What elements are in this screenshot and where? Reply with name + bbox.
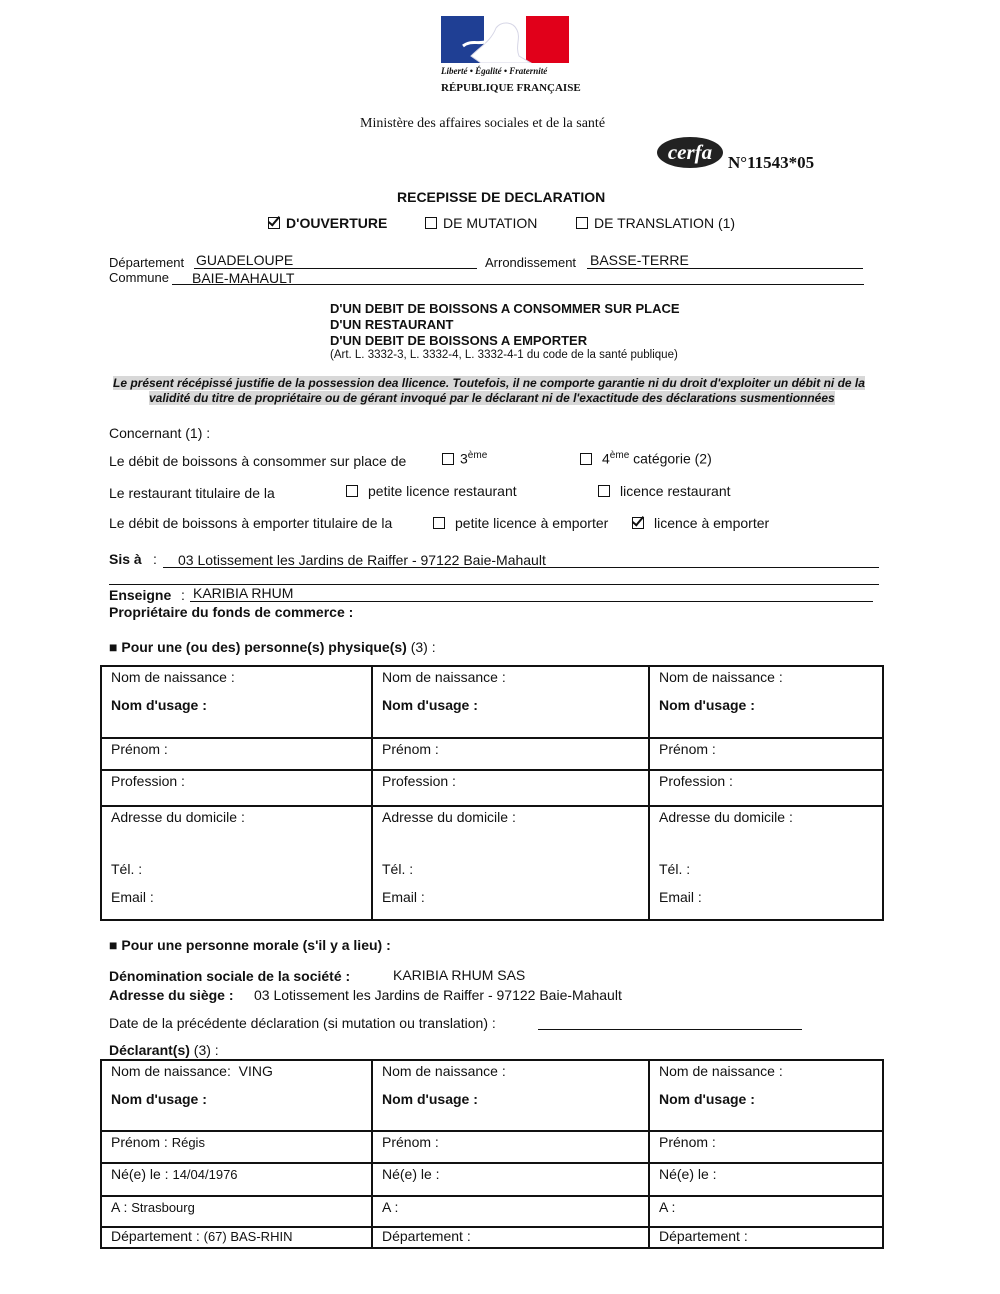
- commune-label: Commune: [109, 270, 169, 285]
- table-row: [102, 1130, 882, 1162]
- table-cell: [102, 1132, 373, 1162]
- checkbox-checked-icon[interactable]: [632, 517, 644, 529]
- notice-line: validité du titre de propriétaire ou de gérant invoqué par le déclarant ni de l'exactitude des déclarations susmentionnées: [149, 391, 835, 405]
- colon: :: [153, 551, 157, 567]
- table-cell: Département :: [373, 1228, 650, 1247]
- debit-emporter-label: Le débit de boissons à emporter titulaire de la: [109, 515, 393, 531]
- text: Nom de naissance :: [382, 669, 506, 685]
- ministry-label: Ministère des affaires sociales et de la santé: [360, 116, 606, 131]
- text: catégorie (2): [633, 450, 712, 467]
- declarants-table: [100, 1059, 884, 1249]
- declarants-heading: [109, 1042, 219, 1058]
- text: Nom de naissance:: [111, 1063, 231, 1079]
- motto: Liberté • Égalité • Fraternité: [441, 66, 548, 76]
- text: Nom d'usage :: [659, 697, 755, 713]
- checkbox-icon[interactable]: [346, 485, 358, 497]
- fill-line: [194, 268, 477, 269]
- checkbox-checked-icon[interactable]: [268, 217, 280, 229]
- text: licence restaurant: [620, 483, 731, 499]
- table-cell: Prénom :: [373, 739, 650, 769]
- text: [111, 1063, 371, 1079]
- text: ème: [467, 450, 488, 461]
- subtitle-line: D'UN DEBIT DE BOISSONS A EMPORTER: [330, 333, 588, 348]
- physique-table: [100, 665, 884, 921]
- cerfa-number: N°11543*05: [728, 153, 815, 172]
- checkbox-icon[interactable]: [576, 217, 588, 229]
- subtitle-line: D'UN RESTAURANT: [330, 317, 454, 332]
- marianne-flag-icon: [441, 16, 569, 63]
- sis-label: Sis à: [109, 551, 142, 567]
- page-title: RECEPISSE DE DECLARATION: [397, 189, 606, 205]
- text: Nom de naissance :: [111, 669, 235, 685]
- type-translation[interactable]: [576, 215, 735, 231]
- text: DE TRANSLATION (1): [594, 215, 736, 231]
- option-licence-restaurant[interactable]: [598, 483, 731, 499]
- siege-label: Adresse du siège :: [109, 987, 234, 1003]
- table-cell: [102, 1197, 373, 1226]
- text: A :: [111, 1199, 128, 1215]
- table-row: [102, 1195, 882, 1226]
- table-cell: [102, 667, 373, 737]
- republic-label: RÉPUBLIQUE FRANÇAISE: [441, 82, 581, 94]
- text: Email :: [659, 889, 702, 905]
- text: Adresse du domicile :: [659, 809, 793, 825]
- text: Nom d'usage :: [659, 1091, 755, 1107]
- proprietaire-label: [109, 604, 353, 620]
- text: Pour une (ou des) personne(s) physique(s): [121, 639, 407, 655]
- text: Tél. :: [111, 861, 143, 877]
- text: Propriétaire du fonds de commerce :: [109, 604, 354, 620]
- departement-value: GUADELOUPE: [196, 252, 294, 268]
- text: Nom d'usage :: [382, 697, 478, 713]
- debit-place-label: Le débit de boissons à consommer sur place de: [109, 453, 407, 469]
- table-cell: [373, 1061, 650, 1130]
- text: Nom de naissance :: [659, 669, 783, 685]
- physique-heading: [109, 639, 436, 655]
- cerfa-logo: cerfa: [657, 137, 723, 168]
- text: (67) BAS-RHIN: [203, 1229, 293, 1244]
- table-cell: Prénom :: [659, 741, 716, 757]
- text: Adresse du domicile :: [382, 809, 516, 825]
- text: (3) :: [189, 1042, 219, 1058]
- table-cell: [373, 667, 650, 737]
- option-3eme[interactable]: [442, 450, 487, 467]
- option-4eme[interactable]: [580, 450, 712, 467]
- departement-label: Département: [109, 255, 185, 270]
- checkbox-icon[interactable]: [433, 517, 445, 529]
- siege-value: 03 Lotissement les Jardins de Raiffer - 97122 Baie-Mahault: [254, 987, 622, 1003]
- table-cell: [373, 807, 650, 919]
- text: Prénom :: [111, 1134, 168, 1150]
- text: Nom de naissance :: [382, 1063, 506, 1079]
- type-mutation[interactable]: [425, 215, 537, 231]
- table-cell: [650, 1061, 882, 1130]
- text: Nom d'usage :: [111, 1091, 207, 1107]
- table-cell: Né(e) le :: [373, 1164, 650, 1195]
- table-cell: Département :: [659, 1228, 748, 1244]
- table-cell: Profession :: [373, 771, 650, 805]
- table-cell: Prénom :: [373, 1132, 650, 1162]
- text: Tél. :: [382, 861, 414, 877]
- text: VING: [238, 1063, 273, 1079]
- option-petite-licence-restaurant[interactable]: [346, 483, 517, 499]
- table-cell: [650, 807, 882, 919]
- table-cell: Né(e) le :: [659, 1166, 717, 1182]
- checkbox-icon[interactable]: [442, 453, 454, 465]
- table-row: [102, 805, 882, 919]
- table-cell: Profession :: [659, 773, 733, 789]
- arrondissement-label: Arrondissement: [485, 255, 577, 270]
- precedente-label: Date de la précédente déclaration (si mutation ou translation) :: [109, 1015, 496, 1031]
- table-cell: [102, 1164, 373, 1195]
- text: 4: [602, 450, 610, 467]
- enseigne-value: KARIBIA RHUM: [193, 585, 294, 601]
- text: Nom d'usage :: [382, 1091, 478, 1107]
- text: Nom de naissance :: [659, 1063, 783, 1079]
- fill-line: [190, 601, 873, 602]
- table-row: [102, 1226, 882, 1247]
- text: licence à emporter: [654, 515, 770, 531]
- colon: :: [181, 587, 185, 603]
- fill-line: [538, 1029, 802, 1030]
- text: ■: [109, 639, 122, 655]
- text: ■: [109, 937, 122, 953]
- text: Email :: [111, 889, 154, 905]
- table-cell: [650, 667, 882, 737]
- table-row: [102, 667, 882, 737]
- table-cell: A :: [373, 1197, 650, 1226]
- option-licence-emporter[interactable]: [632, 515, 769, 531]
- checkbox-icon[interactable]: [425, 217, 437, 229]
- morale-heading: [109, 937, 391, 953]
- text: D'OUVERTURE: [286, 215, 388, 231]
- text: (3) :: [406, 639, 436, 655]
- table-cell: A :: [659, 1199, 676, 1215]
- table-cell: Profession :: [102, 771, 373, 805]
- text: Pour une personne morale (s'il y a lieu) :: [121, 937, 391, 953]
- text: petite licence à emporter: [455, 515, 609, 531]
- text: petite licence restaurant: [368, 483, 517, 499]
- table-row: [102, 1061, 882, 1130]
- table-cell: [102, 1061, 373, 1130]
- commune-value: BAIE-MAHAULT: [192, 270, 295, 286]
- text: 3: [460, 450, 468, 467]
- fill-line: [587, 268, 863, 269]
- text: Strasbourg: [131, 1200, 195, 1215]
- legal-reference: (Art. L. 3332-3, L. 3332-4, L. 3332-4-1 du code de la santé publique): [330, 349, 678, 361]
- checkbox-icon[interactable]: [580, 453, 592, 465]
- text: ème: [609, 450, 630, 461]
- notice-line: Le présent récépissé justifie de la possession dea llicence. Toutefois, il ne comporte garantie ni du droit d'exploiter un débit ni de la: [113, 376, 865, 390]
- text: Email :: [382, 889, 425, 905]
- enseigne-label: Enseigne: [109, 587, 172, 603]
- subtitle-line: D'UN DEBIT DE BOISSONS A CONSOMMER SUR PLACE: [330, 301, 680, 316]
- table-cell: [102, 1228, 373, 1247]
- arrondissement-value: BASSE-TERRE: [590, 252, 689, 268]
- text: DE MUTATION: [443, 215, 538, 231]
- text: Tél. :: [659, 861, 691, 877]
- text: Né(e) le :: [111, 1166, 169, 1182]
- text: Nom d'usage :: [111, 697, 207, 713]
- marianne-logo: [441, 16, 569, 63]
- concernant-label: Concernant (1) :: [109, 425, 211, 441]
- restaurant-label: Le restaurant titulaire de la: [109, 485, 275, 501]
- table-cell: [102, 807, 373, 919]
- text: [526, 16, 569, 63]
- text: 14/04/1976: [172, 1167, 238, 1182]
- option-petite-licence-emporter[interactable]: [433, 515, 608, 531]
- text: Régis: [171, 1135, 205, 1150]
- text: Adresse du domicile :: [111, 809, 245, 825]
- text: Déclarant(s): [109, 1042, 190, 1058]
- table-cell: Prénom :: [102, 739, 373, 769]
- denomination-label: Dénomination sociale de la société :: [109, 968, 351, 984]
- text: Département :: [111, 1228, 200, 1244]
- table-cell: Prénom :: [659, 1134, 716, 1150]
- checkbox-icon[interactable]: [598, 485, 610, 497]
- sis-value: 03 Lotissement les Jardins de Raiffer - 97122 Baie-Mahault: [178, 552, 546, 568]
- table-row: [102, 737, 882, 769]
- denomination-value: KARIBIA RHUM SAS: [393, 967, 526, 983]
- type-ouverture[interactable]: [268, 215, 387, 231]
- table-row: [102, 769, 882, 805]
- table-row: [102, 1162, 882, 1195]
